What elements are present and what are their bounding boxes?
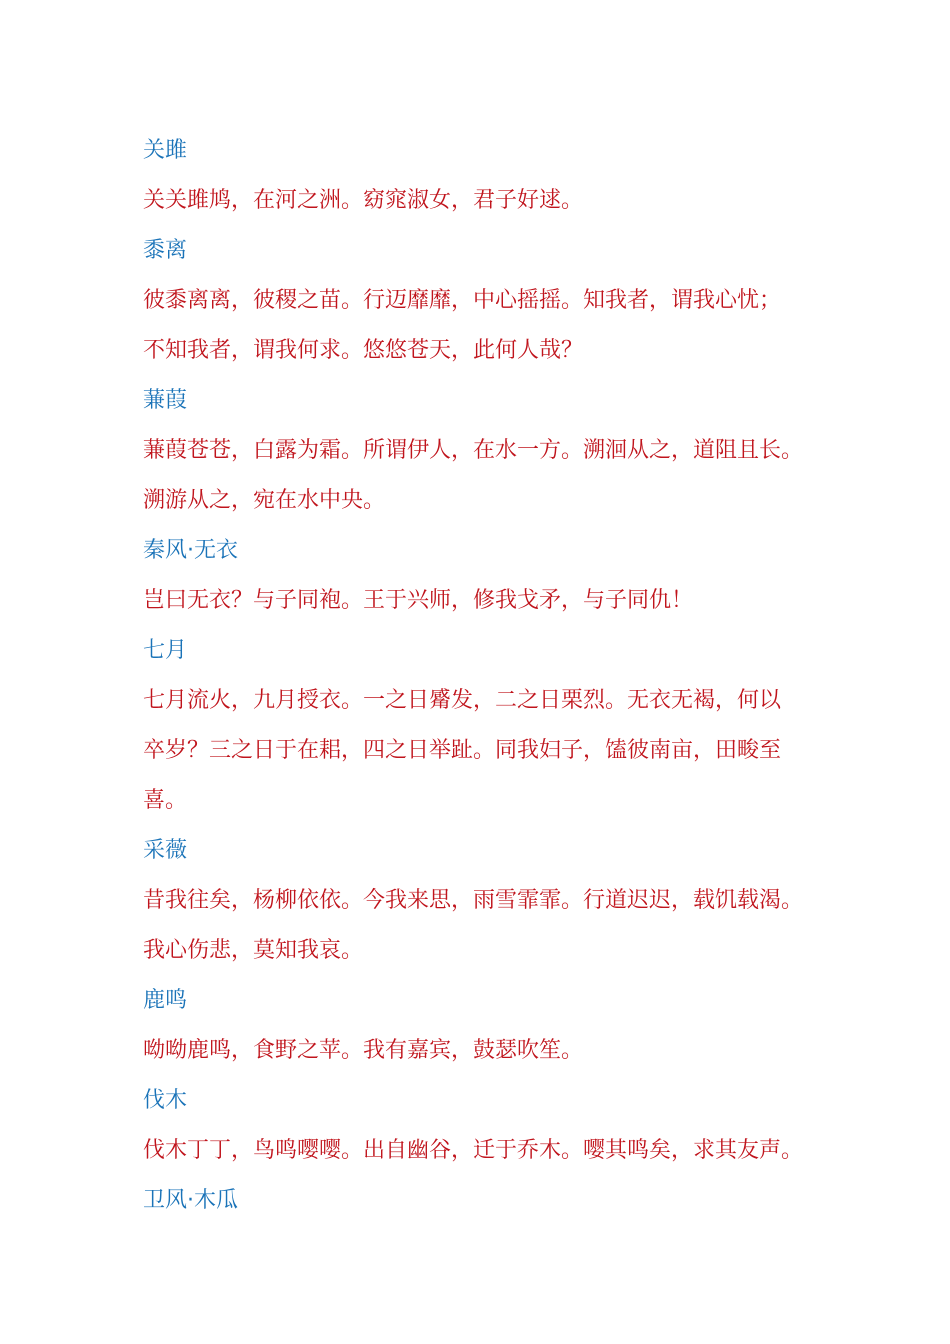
poem-title: 蒹葭 <box>143 388 188 413</box>
poem-line: 岂曰无衣？与子同袍。王于兴师，修我戈矛，与子同仇！ <box>143 588 694 613</box>
poem-line: 蒹葭苍苍，白露为霜。所谓伊人，在水一方。溯洄从之，道阻且长。 <box>143 438 804 463</box>
poem-line: 彼黍离离，彼稷之苗。行迈靡靡，中心摇摇。知我者，谓我心忧； <box>143 288 782 313</box>
poem-line: 昔我往矣，杨柳依依。今我来思，雨雪霏霏。行道迟迟，载饥载渴。 <box>143 888 804 913</box>
poem-title: 秦风·无衣 <box>143 538 238 563</box>
poem-line: 不知我者，谓我何求。悠悠苍天，此何人哉？ <box>143 338 584 363</box>
poem-line: 我心伤悲，莫知我哀。 <box>143 938 364 963</box>
poem-line: 呦呦鹿鸣，食野之苹。我有嘉宾，鼓瑟吹笙。 <box>143 1038 584 1063</box>
poem-line: 七月流火，九月授衣。一之日觱发，二之日栗烈。无衣无褐，何以 <box>143 688 782 713</box>
poem-title: 采薇 <box>143 838 188 863</box>
poem-list <box>143 126 843 1226</box>
poem-line: 溯游从之，宛在水中央。 <box>143 488 386 513</box>
poem-line: 伐木丁丁，鸟鸣嘤嘤。出自幽谷，迁于乔木。嘤其鸣矣，求其友声。 <box>143 1138 804 1163</box>
poem-title: 黍离 <box>143 238 188 263</box>
poem-title: 七月 <box>143 638 188 663</box>
poem-title: 关雎 <box>143 138 188 163</box>
poem-line: 喜。 <box>143 788 188 813</box>
poem-title: 鹿鸣 <box>143 988 188 1013</box>
poem-line: 关关雎鸠，在河之洲。窈窕淑女，君子好逑。 <box>143 188 584 213</box>
poem-title: 卫风·木瓜 <box>143 1188 238 1213</box>
poem-line: 卒岁？三之日于在耜，四之日举趾。同我妇子，馌彼南亩，田畯至 <box>143 738 782 763</box>
poem-title: 伐木 <box>143 1088 188 1113</box>
